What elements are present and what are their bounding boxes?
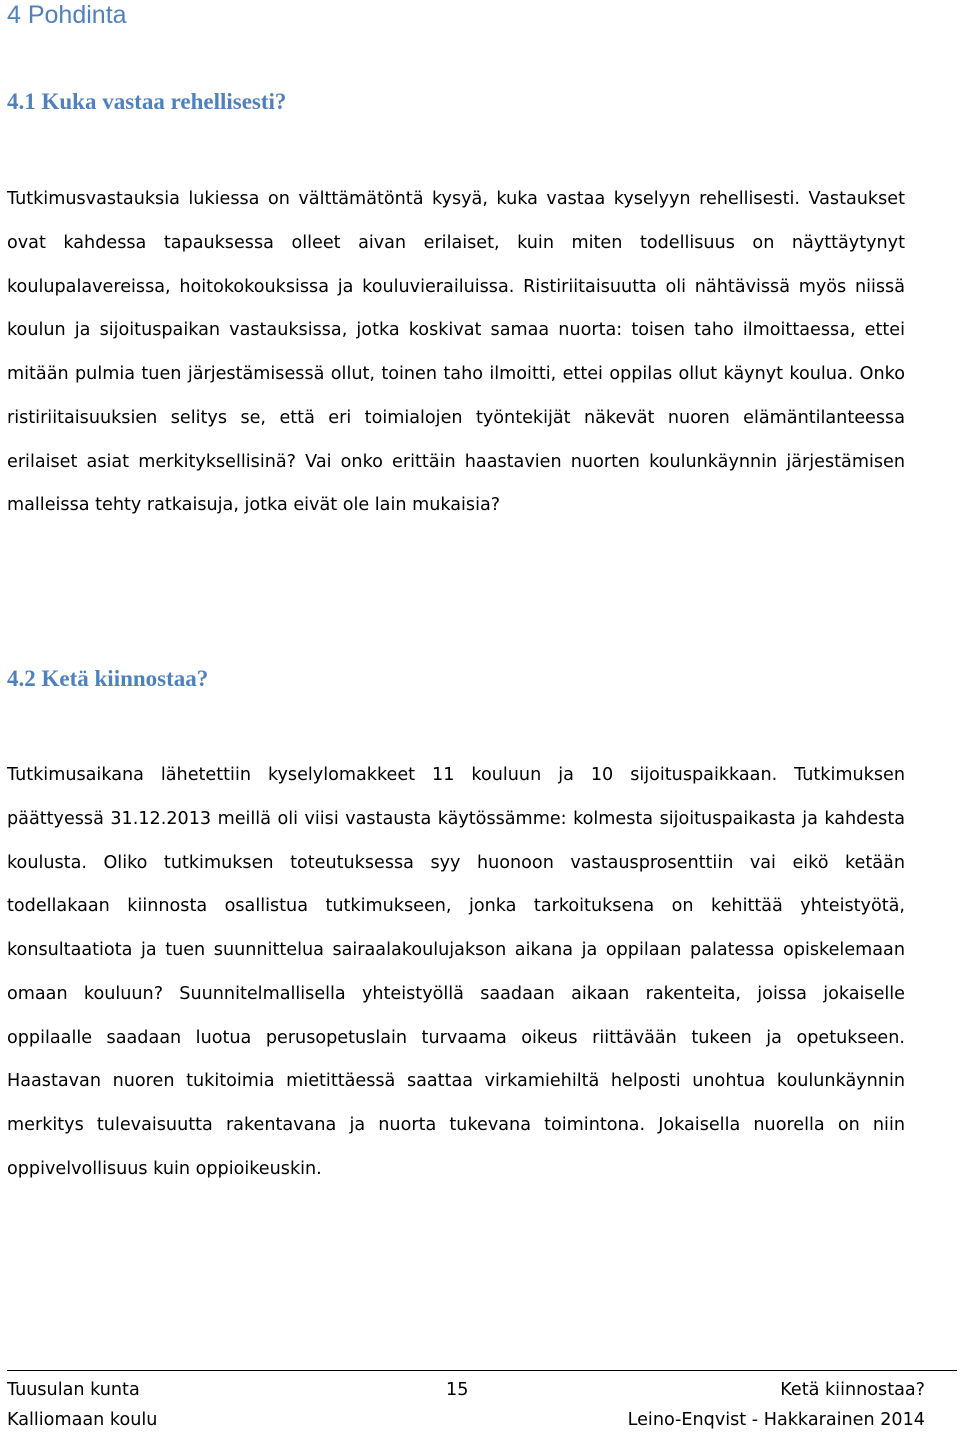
paragraph-interest: Tutkimusaikana lähetettiin kyselylomakkeet 11 kouluun ja 10 sijoituspaikkaan. Tutkimuksen päättyessä 31.12.2013 meillä oli viisi vastausta käytössämme: kolmesta sijoituspaikasta ja kahdesta koulusta. Oliko tutkimuksen toteutuksessa syy huonoon vastausprosenttiin vai eikö ketään todellakaan kiinnosta osallistua tutkimukseen, jonka tarkoituksena on kehittää yhteistyötä, konsultaatiota ja tuen suunnittelua sairaalakoulujakson aikana ja oppilaan palatessa opiskelemaan omaan kouluun? Suunnitelmallisella yhteistyöllä saadaan aikaan rakenteita, joissa jokaiselle oppilaalle saadaan luotua perusopetuslain turvaama oikeus riittävään tukeen ja opetukseen. Haastavan nuoren tukitoimia mietittäessä saattaa virkamiehiltä helposti unohtua koulunkäynnin merkitys tulevaisuutta rakentavana ja nuorta tukevana toimintona. Jokaisella nuorella on niin oppivelvollisuus kuin oppioikeuskin.	[7, 765, 905, 1179]
footer-section-title: Ketä kiinnostaa?	[780, 1380, 925, 1400]
page-number: 15	[446, 1380, 469, 1400]
section-heading-honesty: 4.1 Kuka vastaa rehellisesti?	[7, 89, 287, 114]
footer-line-1	[7, 1377, 925, 1403]
chapter-heading: 4 Pohdinta	[7, 1, 127, 29]
paragraph-honesty: Tutkimusvastauksia lukiessa on välttämätöntä kysyä, kuka vastaa kyselyyn rehellisesti. Vastaukset ovat kahdessa tapauksessa olleet aivan erilaiset, kuin miten todellisuus on näyttäytynyt koulupalavereissa, hoitokokouksissa ja kouluvierailuissa. Ristiriitaisuutta oli nähtävissä myös niissä koulun ja sijoituspaikan vastauksissa, jotka koskivat samaa nuorta: toisen taho ilmoittaessa, ettei mitään pulmia tuen järjestämisessä ollut, toinen taho ilmoitti, ettei oppilas ollut käynyt koulua. Onko ristiriitaisuuksien selitys se, että eri toimialojen työntekijät näkevät nuoren elämäntilanteessa erilaiset asiat merkityksellisinä? Vai onko erittäin haastavien nuorten koulunkäynnin järjestämisen malleissa tehty ratkaisuja, jotka eivät ole lain mukaisia?	[7, 189, 905, 516]
footer-school: Kalliomaan koulu	[7, 1410, 158, 1430]
footer-authors: Leino-Enqvist - Hakkarainen 2014	[627, 1410, 925, 1430]
section-heading-interest: 4.2 Ketä kiinnostaa?	[7, 666, 209, 691]
footer-line-2	[7, 1407, 925, 1433]
footer-municipality: Tuusulan kunta	[7, 1380, 140, 1400]
footer-divider	[7, 1370, 957, 1371]
